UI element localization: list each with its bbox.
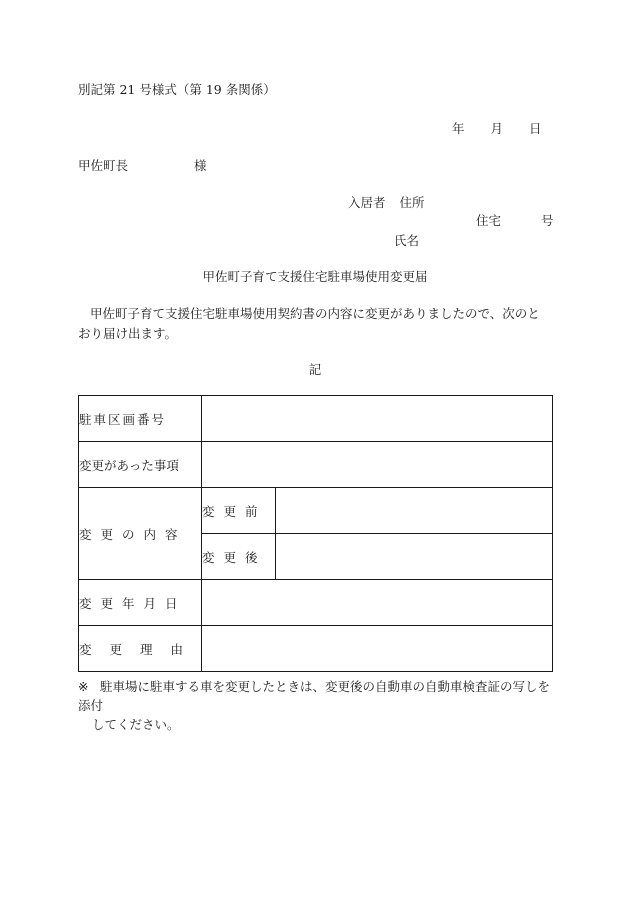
after-field[interactable] [276, 534, 553, 580]
housing-label: 住宅 [476, 213, 502, 228]
addressee-honorific: 様 [194, 158, 207, 173]
reason-field[interactable] [202, 626, 553, 672]
name-label: 氏名 [394, 233, 420, 248]
date-month-label: 月 [490, 121, 504, 136]
number-label: 号 [541, 213, 554, 228]
table-row [79, 626, 553, 672]
ki-heading: 記 [308, 362, 322, 377]
body-text: 甲佐町子育て支援住宅駐車場使用契約書の内容に変更がありましたので、次のとおり届け出ます。 [78, 306, 540, 341]
table-row [79, 442, 553, 488]
document-title: 甲佐町子育て支援住宅駐車場使用変更届 [202, 269, 428, 284]
address-label: 住所 [399, 195, 425, 210]
changed-item-field[interactable] [202, 442, 553, 488]
reason-label: 変更理由 [79, 626, 202, 672]
change-form-table [78, 395, 553, 672]
resident-label: 入居者 [348, 195, 386, 210]
form-number: 別記第 21 号様式（第 19 条関係） [78, 82, 276, 97]
change-date-label: 変更年月日 [79, 580, 202, 626]
addressee-name: 甲佐町長 [78, 158, 129, 173]
changed-item-label: 変更があった事項 [79, 442, 202, 488]
change-content-label: 変更の内容 [79, 488, 202, 580]
footnote-mark: ※ [78, 679, 89, 694]
date-year-label: 年 [452, 121, 465, 136]
before-field[interactable] [276, 488, 553, 534]
applicant-address [348, 193, 425, 211]
before-label: 変更前 [202, 488, 276, 534]
date-day-label: 日 [529, 121, 542, 136]
table-row [79, 396, 553, 442]
table-row [79, 488, 553, 534]
parking-number-label: 駐車区画番号 [79, 396, 202, 442]
table-row [79, 580, 553, 626]
parking-number-field[interactable] [202, 396, 553, 442]
footnote-line2: してください。 [92, 717, 180, 732]
footnote [78, 677, 558, 734]
change-date-field[interactable] [202, 580, 553, 626]
date-line [452, 119, 542, 137]
housing-number [476, 211, 554, 229]
footnote-line1: 駐車場に駐車する車を変更したときは、変更後の自動車の自動車検査証の写しを添付 [78, 679, 551, 713]
after-label: 変更後 [202, 534, 276, 580]
addressee [78, 156, 207, 174]
